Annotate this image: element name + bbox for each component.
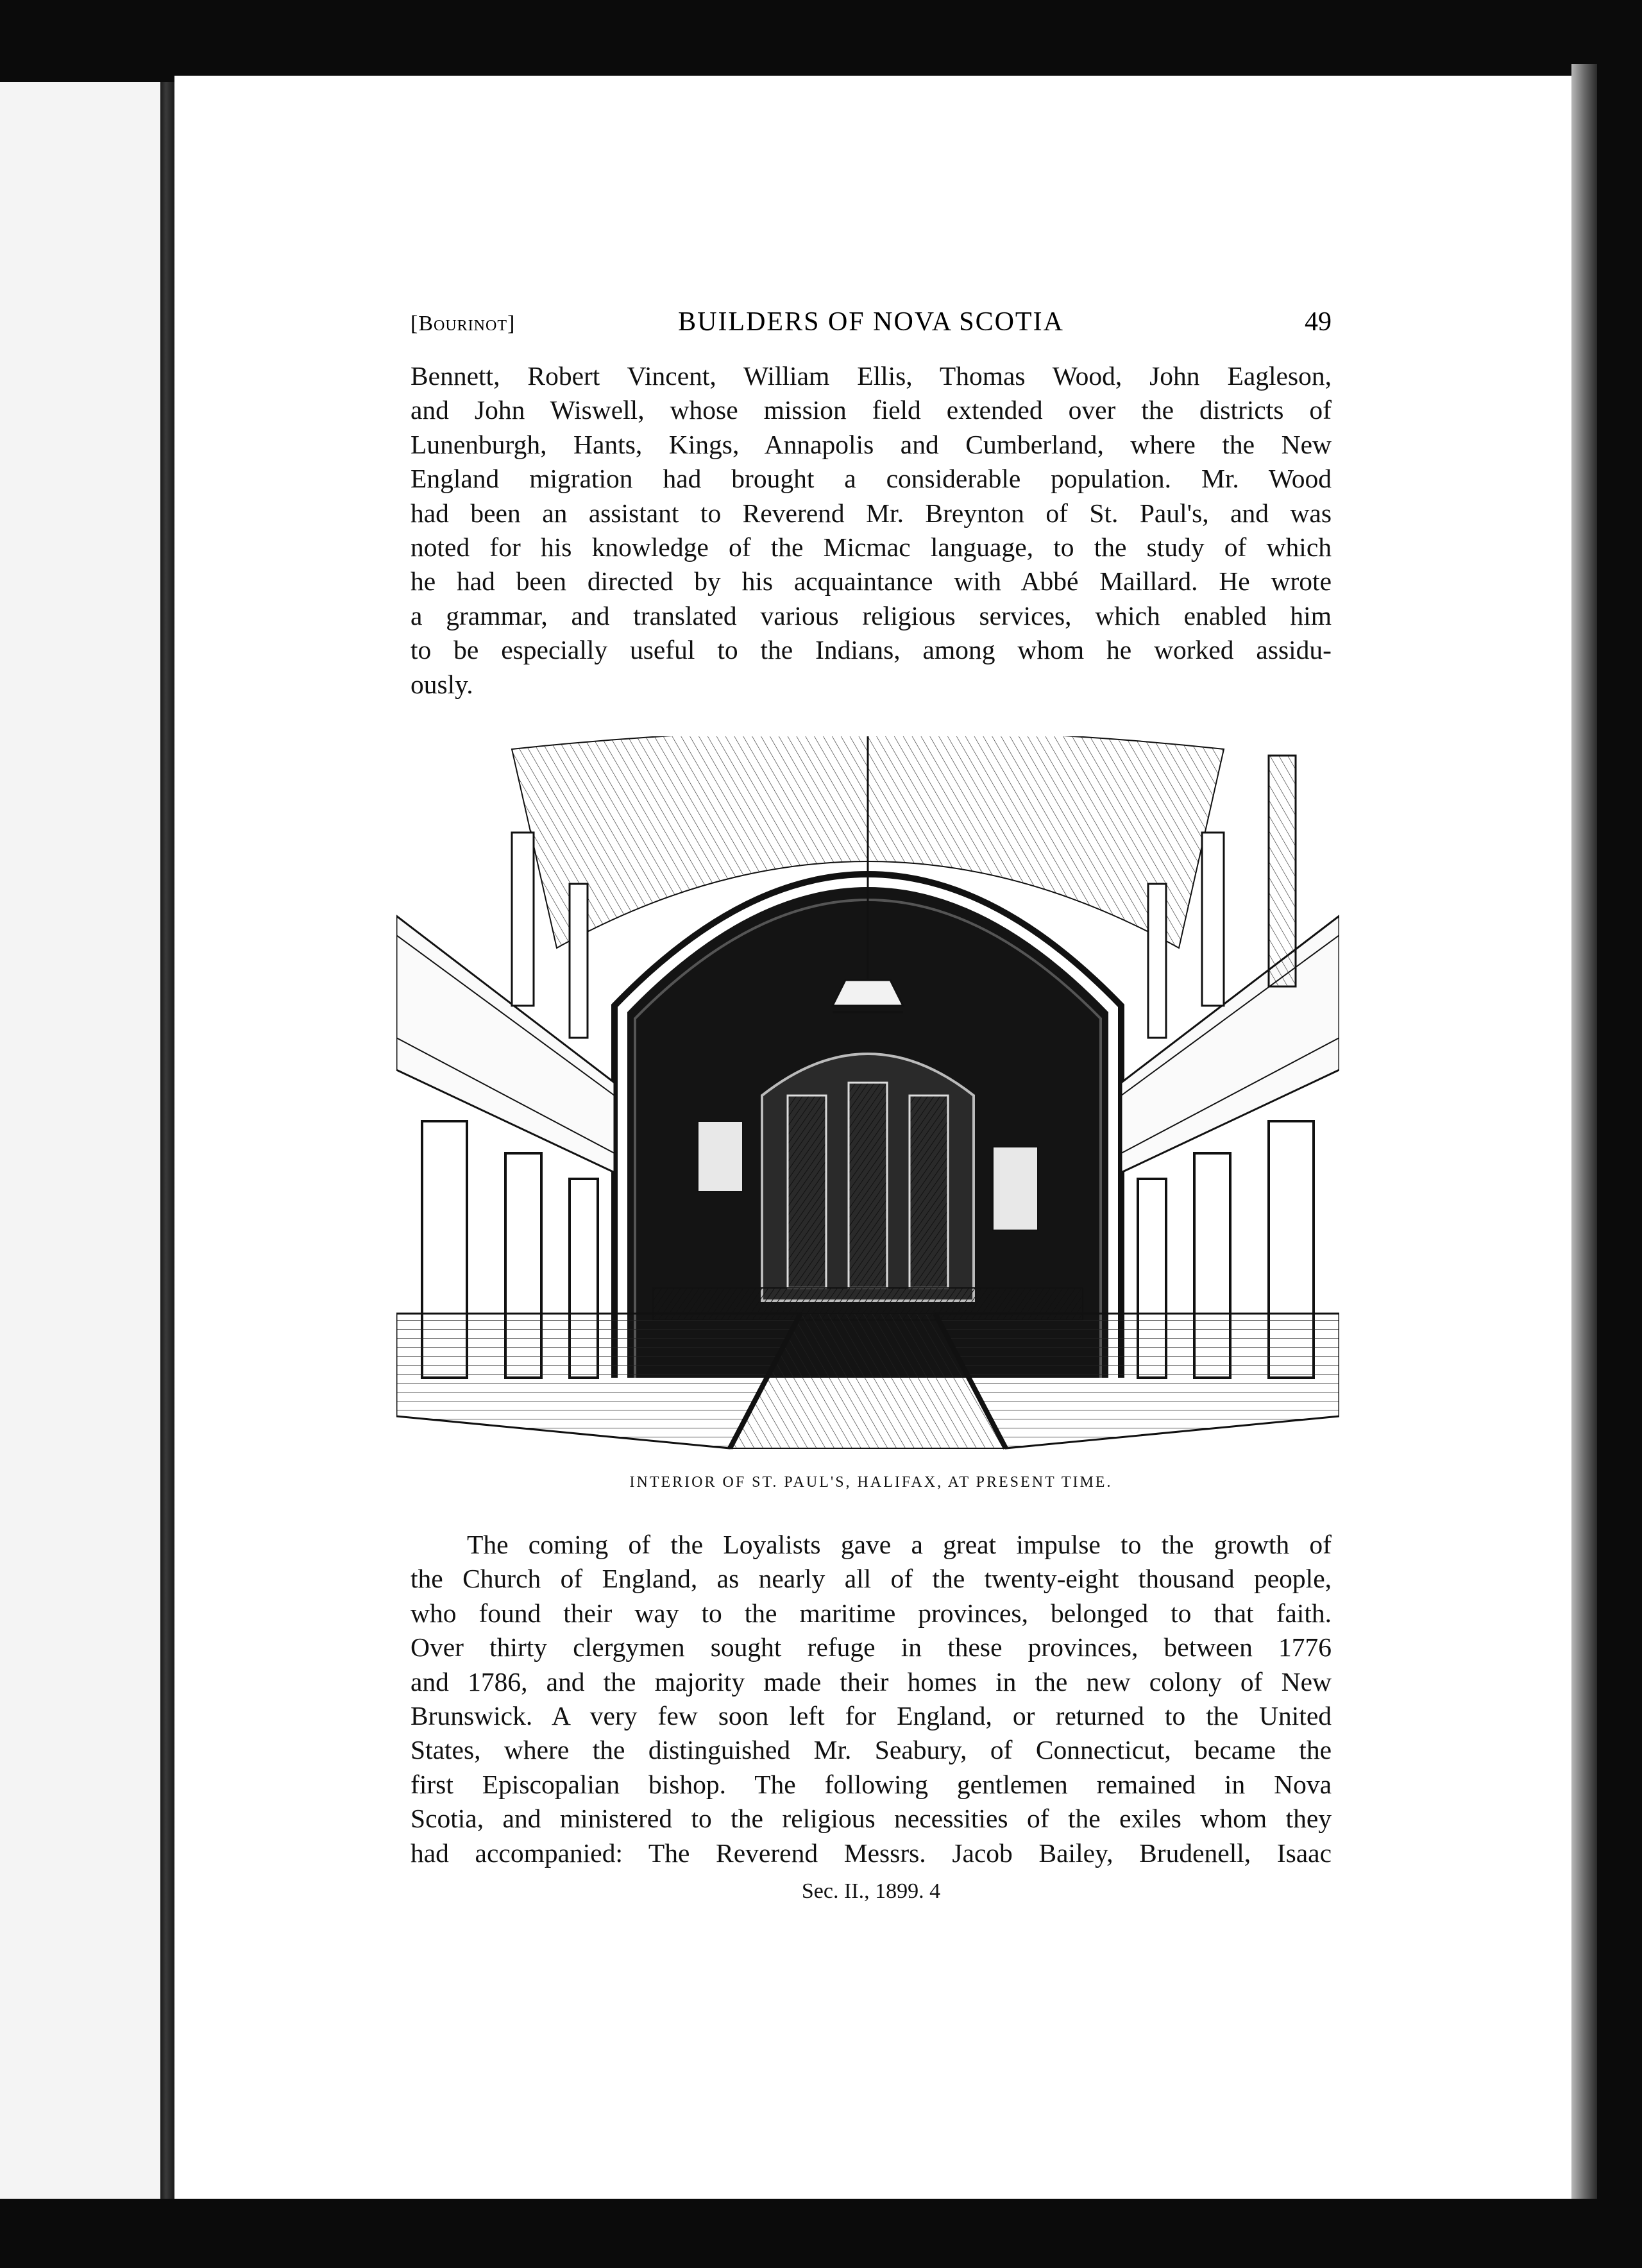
running-head-title: BUILDERS OF NOVA SCOTIA [678,307,1064,337]
text-line: who found their way to the maritime provinces, belonged to that faith. [410,1598,1332,1628]
page-fore-edge [1571,64,1597,2206]
text-line: States, where the distinguished Mr. Seabury, of Connecticut, became the [410,1735,1332,1765]
text-line: Brunswick. A very few soon left for England, or returned to the United [410,1701,1332,1731]
page-number: 49 [1305,307,1332,337]
text-line: The coming of the Loyalists gave a great impulse to the growth of [467,1530,1332,1559]
book-gutter [160,82,174,2199]
text-line: the Church of England, as nearly all of the twenty-eight thousand people, [410,1564,1332,1594]
text-line: a grammar, and translated various religious services, which enabled him [410,600,1332,630]
signature-mark: Sec. II., 1899. 4 [801,1879,941,1903]
text-line: he had been directed by his acquaintance with Abbé Maillard. He wrote [410,566,1332,597]
running-head-author: [Bourinot] [410,312,516,335]
text-line: Bennett, Robert Vincent, William Ellis, Thomas Wood, John Eagleson, [410,361,1332,391]
text-line: had accompanied: The Reverend Messrs. Jacob Bailey, Brudenell, Isaac [410,1838,1332,1868]
text-line: England migration had brought a considerable population. Mr. Wood [410,464,1332,494]
running-head [410,307,1332,351]
church-interior-engraving [396,736,1339,1456]
text-line: and John Wiswell, whose mission field extended over the districts of [410,395,1332,425]
text-line: Over thirty clergymen sought refuge in these provinces, between 1776 [410,1632,1332,1663]
text-line: noted for his knowledge of the Micmac language, to the study of which [410,532,1332,563]
text-line: Lunenburgh, Hants, Kings, Annapolis and Cumberland, where the New [410,429,1332,459]
text-line: had been an assistant to Reverend Mr. Breynton of St. Paul's, and was [410,498,1332,528]
figure-caption: INTERIOR OF ST. PAUL'S, HALIFAX, AT PRESENT TIME. [629,1474,1113,1491]
paragraph-1 [410,359,1332,702]
scan-border [0,2199,1642,2268]
text-line: Scotia, and ministered to the religious necessities of the exiles whom they [410,1804,1332,1834]
facing-page-edge [0,82,160,2199]
text-line: and 1786, and the majority made their homes in the new colony of New [410,1666,1332,1697]
text-line: to be especially useful to the Indians, among whom he worked assidu- [410,635,1332,665]
text-line: ously. [410,669,473,699]
paragraph-2 [410,1528,1332,1870]
text-line: first Episcopalian bishop. The following gentlemen remained in Nova [410,1769,1332,1799]
